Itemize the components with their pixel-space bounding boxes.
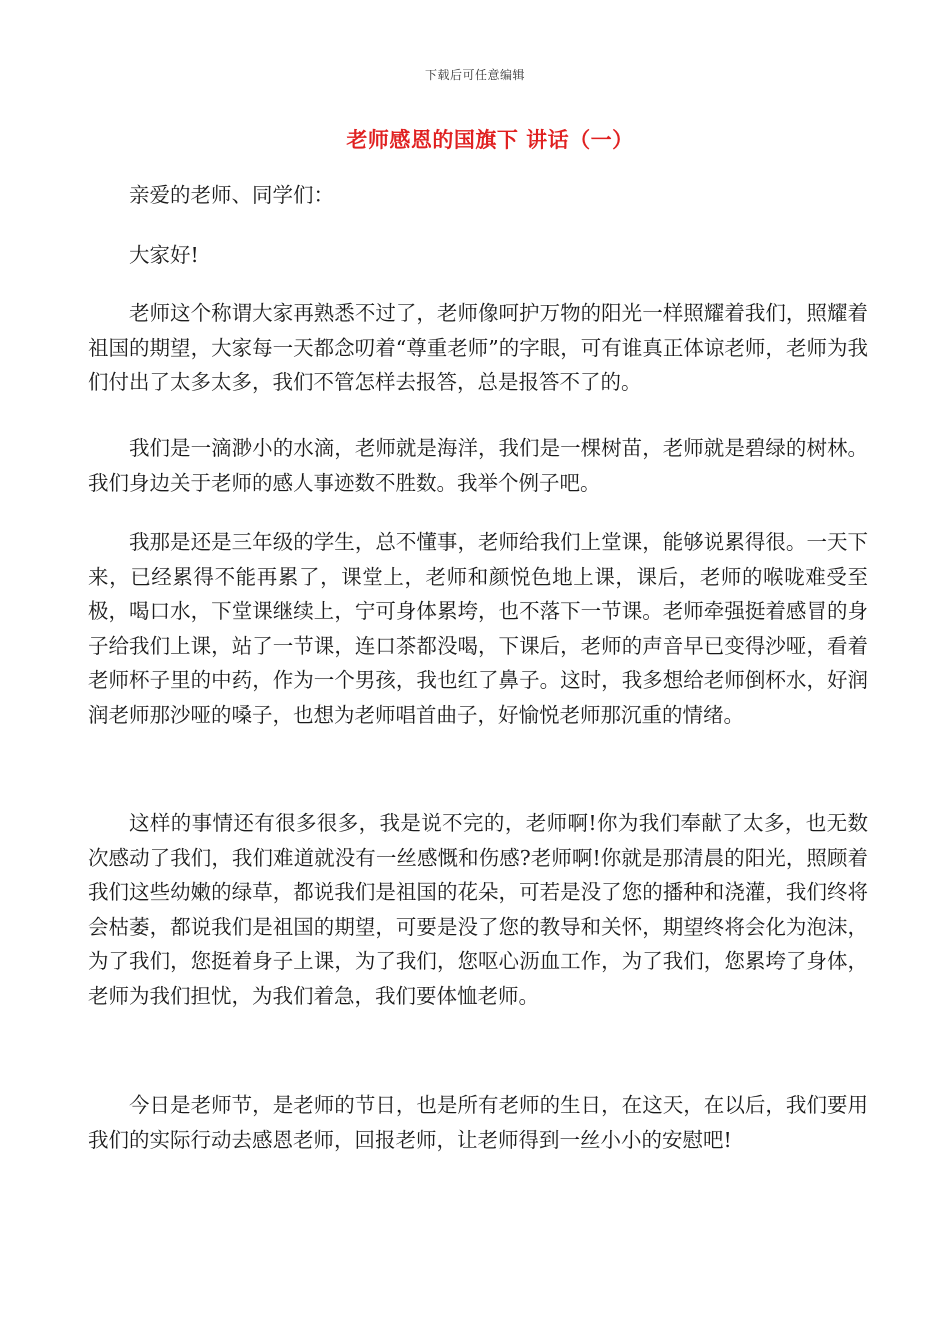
greeting-block: [88, 238, 868, 273]
paragraph: 老师这个称谓大家再熟悉不过了，老师像呵护万物的阳光一样照耀着我们，照耀着祖国的期望，大家每一天都念叨着“尊重老师”的字眼，可有谁真正体谅老师，老师为我们付出了太多太多，我们不管怎样去报答，总是报答不了的。: [88, 301, 868, 394]
paragraph: 今日是老师节，是老师的节日，也是所有老师的生日，在这天，在以后，我们要用我们的实际行动去感恩老师，回报老师，让老师得到一丝小小的安慰吧!: [88, 1093, 868, 1152]
paragraph: 这样的事情还有很多很多，我是说不完的，老师啊!你为我们奉献了太多，也无数次感动了我们，我们难道就没有一丝感慨和伤感?老师啊!你就是那清晨的阳光，照顾着我们这些幼嫩的绿草，都说我们是祖国的花朵，可若是没了您的播种和浇灌，我们终将会枯萎，都说我们是祖国的期望，可要是没了您的教导和关怀，期望终将会化为泡沫，为了我们，您挺着身子上课，为了我们，您呕心沥血工作，为了我们，您累垮了身体，老师为我们担忧，为我们着急，我们要体恤老师。: [88, 811, 868, 1008]
salutation-block: [88, 178, 868, 213]
paragraph: 我那是还是三年级的学生，总不懂事，老师给我们上堂课，能够说累得很。一天下来，已经累得不能再累了，课堂上，老师和颜悦色地上课，课后，老师的喉咙难受至极，喝口水，下堂课继续上，宁可身体累垮，也不落下一节课。老师牵强挺着感冒的身子给我们上课，站了一节课，连口茶都没喝，下课后，老师的声音早已变得沙哑，看着老师杯子里的中药，作为一个男孩，我也红了鼻子。这时，我多想给老师倒杯水，好润润老师那沙哑的嗓子，也想为老师唱首曲子，好愉悦老师那沉重的情绪。: [88, 530, 868, 727]
paragraph-block: [88, 296, 868, 400]
greeting: 大家好!: [129, 243, 199, 267]
paragraph-block: [88, 1088, 868, 1157]
header-note: 下载后可任意编辑: [424, 68, 525, 82]
paragraph-block: [88, 431, 868, 500]
paragraph: 我们是一滴渺小的水滴，老师就是海洋，我们是一棵树苗，老师就是碧绿的树林。我们身边关于老师的感人事迹数不胜数。我举个例子吧。: [88, 436, 868, 495]
document-title: 老师感恩的国旗下 讲话（一）: [346, 127, 634, 152]
paragraph-block: [88, 806, 868, 1013]
salutation: 亲爱的老师、同学们：: [129, 183, 334, 207]
paragraph-block: [88, 525, 868, 732]
